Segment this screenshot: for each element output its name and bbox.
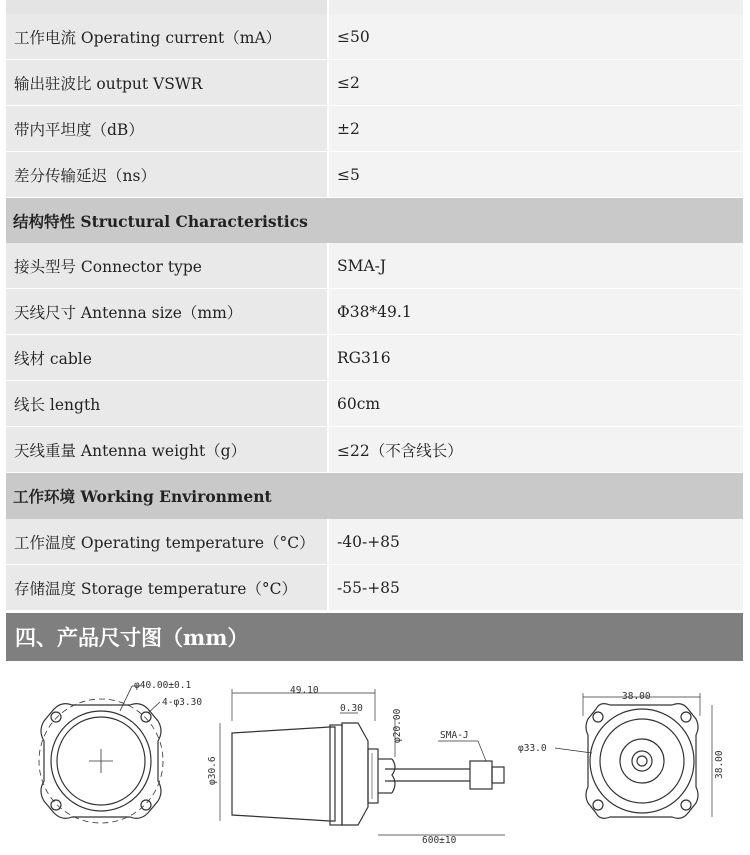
table-row — [6, 519, 743, 565]
table-row — [6, 243, 743, 289]
label-inner-diameter: φ33.0 — [518, 743, 547, 754]
row-label: 工作温度 Operating temperature（°C） — [6, 519, 329, 565]
label-gap: 0.30 — [340, 703, 363, 714]
table-row — [6, 381, 743, 427]
table-row — [6, 152, 743, 198]
front-view — [39, 686, 163, 823]
row-value: ≤5 — [329, 152, 743, 198]
table-row — [6, 565, 743, 611]
table-top-strip — [6, 0, 743, 14]
label-body-diameter: φ30.6 — [207, 756, 218, 785]
row-value: -40-+85 — [329, 519, 743, 565]
rear-view — [555, 693, 712, 818]
dimension-drawing — [0, 661, 750, 851]
row-value: ≤2 — [329, 60, 743, 106]
label-neck-diameter: φ20.00 — [392, 708, 403, 743]
label-holes: 4-φ3.30 — [162, 697, 203, 708]
table-row — [6, 106, 743, 152]
label-cable-length: 600±10 — [422, 835, 457, 846]
row-value: 60cm — [329, 381, 743, 427]
dimension-section-banner: 四、产品尺寸图（mm） — [6, 613, 743, 661]
row-label: 接头型号 Connector type — [6, 243, 329, 289]
label-outer-diameter: φ40.00±0.1 — [134, 680, 192, 691]
row-value: Φ38*49.1 — [329, 289, 743, 335]
table-row — [6, 335, 743, 381]
table-row — [6, 427, 743, 473]
table-row — [6, 14, 743, 60]
table-row — [6, 60, 743, 106]
row-label: 带内平坦度（dB） — [6, 106, 329, 152]
row-label: 天线尺寸 Antenna size（mm） — [6, 289, 329, 335]
row-value: RG316 — [329, 335, 743, 381]
row-label: 线长 length — [6, 381, 329, 427]
row-label: 天线重量 Antenna weight（g） — [6, 427, 329, 473]
row-value: ±2 — [329, 106, 743, 152]
label-side-width: 38.00 — [622, 691, 651, 702]
row-label: 输出驻波比 output VSWR — [6, 60, 329, 106]
row-value: SMA-J — [329, 243, 743, 289]
dimension-drawing-svg — [0, 661, 750, 851]
row-value: -55-+85 — [329, 565, 743, 611]
row-value: ≤50 — [329, 14, 743, 60]
row-label: 存储温度 Storage temperature（°C） — [6, 565, 329, 611]
section-structural-header: 结构特性 Structural Characteristics — [6, 198, 743, 243]
label-length: 49.10 — [290, 685, 319, 696]
row-label: 差分传输延迟（ns） — [6, 152, 329, 198]
row-label: 线材 cable — [6, 335, 329, 381]
row-value: ≤22（不含线长） — [329, 427, 743, 473]
row-label: 工作电流 Operating current（mA） — [6, 14, 329, 60]
label-connector: SMA-J — [440, 730, 469, 741]
section-environment-header: 工作环境 Working Environment — [6, 473, 743, 519]
table-row — [6, 289, 743, 335]
label-side-height: 38.00 — [714, 750, 725, 779]
